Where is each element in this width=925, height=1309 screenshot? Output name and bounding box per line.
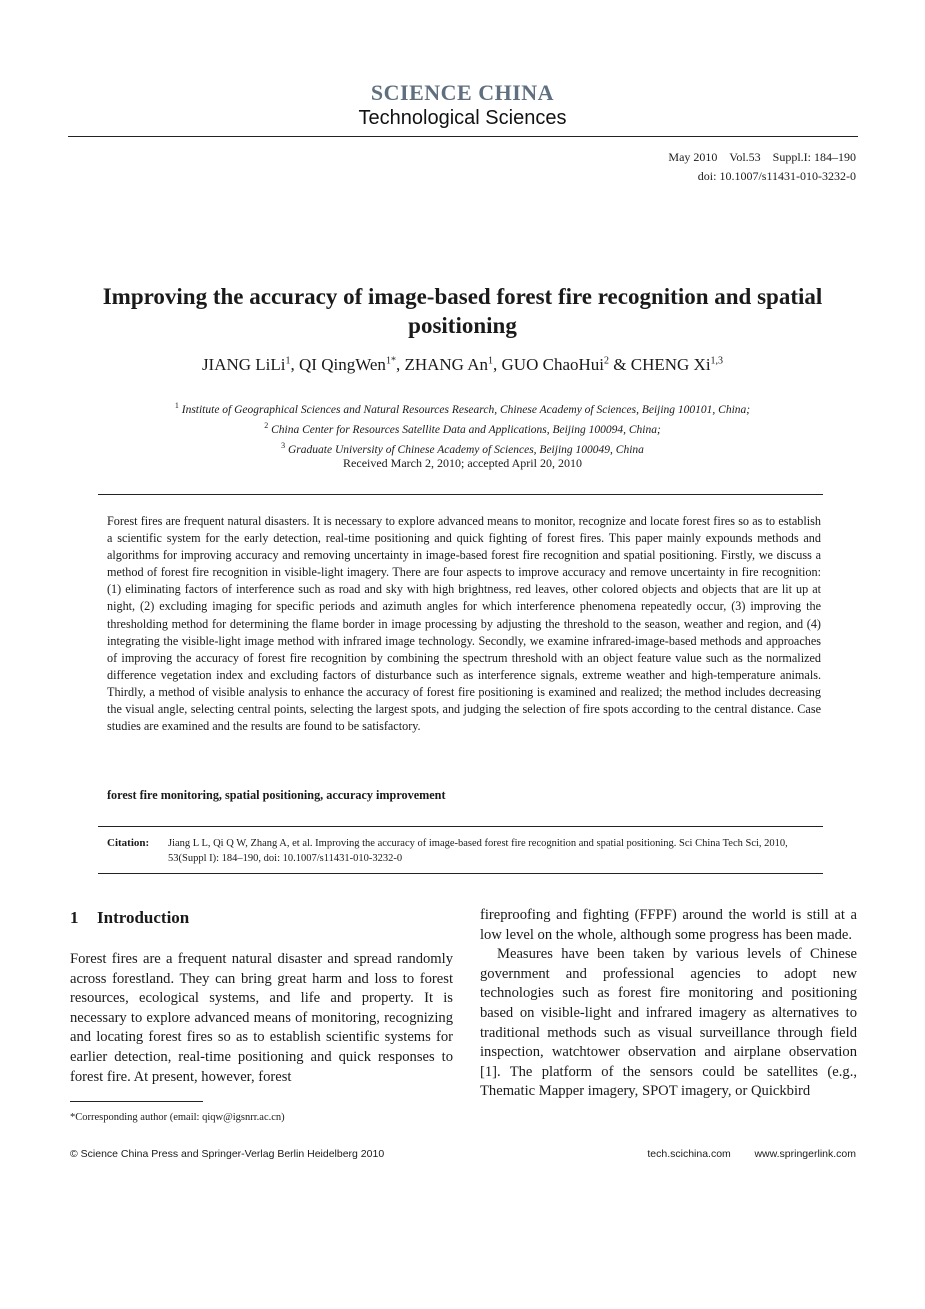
- doi-line: doi: 10.1007/s11431-010-3232-0: [697, 169, 856, 183]
- abstract-rule: [98, 494, 823, 495]
- section-heading: [70, 908, 453, 928]
- affiliation-mark: 1: [174, 401, 179, 410]
- citation-rule-top: [98, 826, 823, 827]
- affiliation-line: [0, 418, 925, 438]
- website-footer: tech.scichina.com www.springerlink.com: [647, 1148, 856, 1160]
- body-paragraph: Measures have been taken by various levels of Chinese government and professional agencies to adopt new technologies such as forest fire monitoring and positioning based on visible-light and infrared imagery as alternatives to traditional methods such as visual surveillance through field inspection, watchtower observation and airplane observation [1]. The platform of the sensors could be satellites (e.g., Thematic Mapper imagery, SPOT imagery, or Quickbird: [480, 946, 857, 1100]
- abstract: Forest fires are frequent natural disasters. It is necessary to explore advanced means to monitor, recognize and locate forest fires so as to establish a scientific system for the early detection, real-time positioning and quick fighting of forest fires. This paper mainly expounds methods and algorithms for improving accuracy and removing uncertainty in image-based forest fire recognition and spatial positioning. Firstly, we discuss a method of forest fire recognition in visible-light imagery. There are four aspects to improve accuracy and remove uncertainty in fire recognition: (1) eliminating factors of interference such as road and sky with high brightness, red leaves, other colored objects and objects that are lit up at night, (2) excluding imaging for specific periods and azimuth angles for which interference phenomena repeatedly occur, (3) improving the thresholding method for determining the flame border in image processing by adjusting the threshold to the season, weather and region, and (4) integrating the visible-light image method with infrared image technology. Secondly, we examine infrared-image-based methods and approaches of improving the accuracy of forest fire recognition by combining the spectrum threshold with an object feature value such as the normalized difference vegetation index and excluding factors of disturbance such as interference signals, extreme weather and high-temperature animals. Thirdly, a method of visible analysis to enhance the accuracy of forest fire positioning is examined and realized; the method includes decreasing the visual angle, selecting central points, selecting the largest spots, and judging the selection of fire spots according to the central distance. Case studies are examined and the results are found to be satisfactory.: [107, 514, 821, 734]
- affiliation-mark: 2: [264, 420, 269, 430]
- body-paragraph: fireproofing and fighting (FFPF) around the world is still at a low level on the whole, although some progress has been made.: [480, 907, 857, 943]
- journal-title: SCIENCE CHINA: [370, 80, 555, 105]
- body-paragraph: Forest fires are a frequent natural disaster and spread randomly across forestland. They can bring great harm and loss to forest resources, ecological systems, and life and property. It is necessary to explore advanced means of monitoring, recognizing and locating forest fires so as to establish scientific systems for earlier detection, real-time positioning and quick responses to forest fire. At present, however, forest: [70, 951, 453, 1085]
- received-date: Received March 2, 2010; accepted April 20, 2010: [343, 456, 582, 470]
- affiliation-line: [0, 438, 925, 458]
- citation-label: Citation:: [107, 837, 150, 849]
- author-separator: ,: [395, 355, 405, 374]
- author-separator: ,: [493, 355, 502, 374]
- section-number: 1: [70, 908, 79, 927]
- author-list: [0, 355, 925, 375]
- author-name: QI QingWen: [299, 355, 386, 374]
- corresponding-author-footnote: *Corresponding author (email: qiqw@igsnrr.ac.cn): [70, 1112, 285, 1123]
- copyright-footer: © Science China Press and Springer-Verlag Berlin Heidelberg 2010: [70, 1148, 385, 1160]
- affiliation-list: [0, 398, 925, 457]
- author-name: ZHANG An: [404, 355, 489, 374]
- author-separator: ,: [290, 355, 300, 374]
- citation-text: Jiang L L, Qi Q W, Zhang A, et al. Improving the accuracy of image-based forest fire recognition and spatial positioning. Sci China Tech Sci, 2010, 53(Suppl I): 184–190, doi: 10.1007/s11431-010-3232-0: [168, 838, 788, 864]
- author-affiliation-mark: 1: [488, 355, 494, 367]
- affiliation-mark: 3: [281, 440, 286, 450]
- left-column: [70, 906, 453, 1087]
- right-column: [480, 906, 857, 1102]
- author-affiliation-mark: 1*: [385, 355, 396, 367]
- author-name: JIANG LiLi: [201, 355, 286, 374]
- author-name: GUO ChaoHui: [501, 355, 604, 374]
- paper-title: Improving the accuracy of image-based forest fire recognition and spatial positioning: [102, 284, 823, 338]
- author-affiliation-mark: 1: [285, 355, 291, 367]
- journal-subtitle: Technological Sciences: [358, 107, 567, 129]
- section-title: Introduction: [97, 908, 190, 927]
- affiliation-text: Institute of Geographical Sciences and Natural Resources Research, Chinese Academy of Sciences, Beijing 100101, China;: [181, 403, 751, 416]
- issue-line: May 2010 Vol.53 Suppl.I: 184–190: [668, 150, 856, 164]
- affiliation-line: [0, 398, 925, 418]
- author-affiliation-mark: 2: [604, 355, 609, 367]
- affiliation-text: Graduate University of Chinese Academy of Sciences, Beijing 100049, China: [287, 443, 644, 456]
- citation-rule-bottom: [98, 873, 823, 874]
- author-separator: &: [609, 355, 631, 374]
- author-affiliation-mark: 1,3: [710, 355, 724, 367]
- affiliation-text: China Center for Resources Satellite Data and Applications, Beijing 100094, China;: [271, 423, 661, 436]
- keywords: forest fire monitoring, spatial positioning, accuracy improvement: [107, 788, 446, 802]
- header-rule: [68, 136, 858, 137]
- author-name: CHENG Xi: [630, 355, 711, 374]
- footnote-rule: [70, 1101, 203, 1102]
